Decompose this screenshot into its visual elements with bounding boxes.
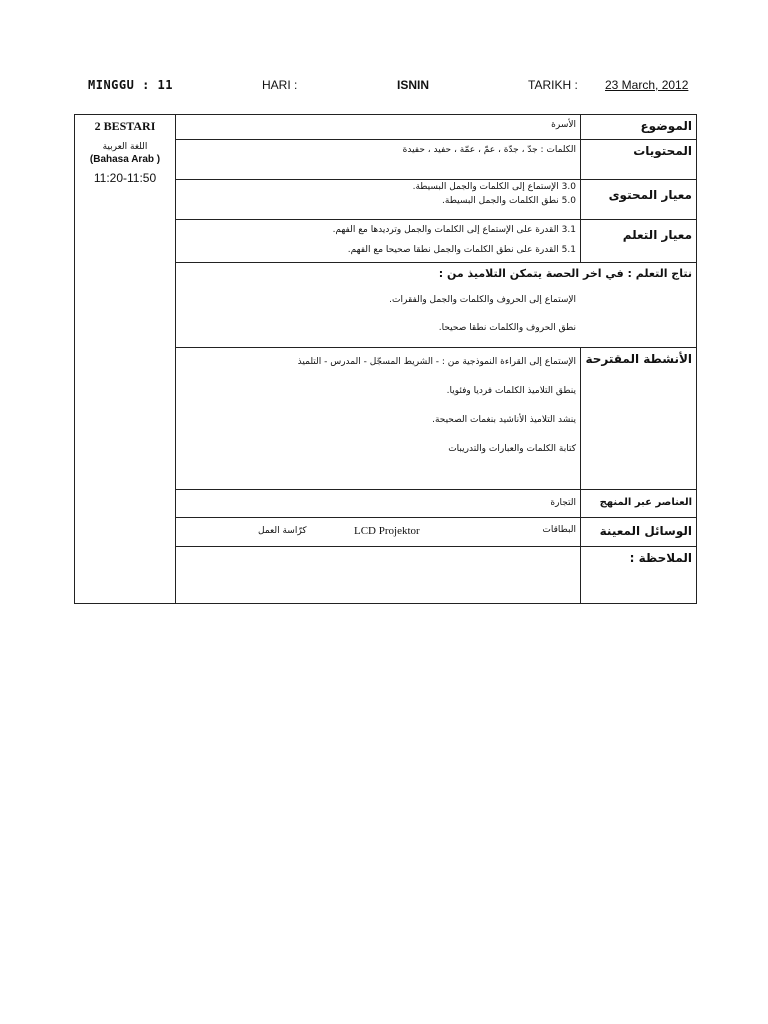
lesson-plan-table <box>74 114 697 604</box>
teaching-aids-label-cell <box>581 518 697 547</box>
contents-label-cell <box>581 140 697 180</box>
day-label: HARI : <box>262 78 298 92</box>
week-label: MINGGU : 11 <box>88 78 173 92</box>
cross-curricular-label-cell <box>581 490 697 518</box>
class-info-cell <box>75 115 176 604</box>
row-topic <box>75 115 697 140</box>
class-name: 2 BESTARI <box>94 119 156 133</box>
topic-cell <box>176 115 581 140</box>
outcome-line: الإستماع إلى الحروف والكلمات والجمل والفقرات. <box>389 295 576 305</box>
activity-line: ينطق التلاميذ الكلمات فرديا وفئويا. <box>446 386 576 396</box>
day-value: ISNIN <box>397 78 430 92</box>
activities-cell <box>176 348 581 490</box>
activities-label-cell <box>581 348 697 490</box>
learning-standard-line: 5.1 القدرة على نطق الكلمات والجمل نطقا صحيحا مع الفهم. <box>347 245 576 255</box>
content-standard-cell <box>176 180 581 220</box>
learning-standard-cell <box>176 220 581 263</box>
contents-text: الكلمات : جدّ ، جدّة ، عمّ ، عمّة ، حفيد ، حفيدة <box>402 145 576 155</box>
activities-label: الأنشطة المقترحة <box>585 352 692 366</box>
topic-text: الأسرة <box>551 120 576 130</box>
cross-curricular-label: العناصر عبر المنهج <box>599 497 692 508</box>
content-standard-line: 3.0 الإستماع إلى الكلمات والجمل البسيطة. <box>412 182 576 192</box>
outcome-line: نطق الحروف والكلمات نطقا صحيحا. <box>438 323 576 333</box>
teaching-aids-cell <box>176 518 581 547</box>
date-label: TARIKH : <box>528 78 578 92</box>
cross-curricular-cell <box>176 490 581 518</box>
notes-label: الملاحظة : <box>629 551 692 565</box>
learning-standard-label-cell <box>581 220 697 263</box>
cross-curricular-text: التجارة <box>550 498 576 508</box>
teaching-aid-item: البطاقات <box>542 525 576 535</box>
date-value: 23 March, 2012 <box>605 78 689 92</box>
outcome-heading: نتاج التعلم : في اخر الحصة يتمكن التلاميذ من : <box>438 267 692 280</box>
learning-standard-line: 3.1 القدرة على الإستماع إلى الكلمات والجمل وترديدها مع الفهم. <box>332 225 576 235</box>
teaching-aids-label: الوسائل المعينة <box>599 524 692 538</box>
activity-line: كتابة الكلمات والعبارات والتدريبات <box>448 444 576 454</box>
content-standard-label-cell <box>581 180 697 220</box>
content-standard-line: 5.0 نطق الكلمات والجمل البسيطة. <box>442 196 576 206</box>
subject-english: (Bahasa Arab ) <box>89 154 161 165</box>
notes-cell <box>176 547 581 604</box>
topic-label: الموضوع <box>640 119 692 133</box>
teaching-aid-item: LCD Projektor <box>354 525 420 537</box>
notes-label-cell <box>581 547 697 604</box>
activity-line: ينشد التلاميذ الأناشيد بنغمات الصحيحة. <box>432 415 576 425</box>
content-standard-label: معيار المحتوى <box>608 188 692 202</box>
teaching-aid-item: كرّاسة العمل <box>258 526 307 536</box>
contents-label: المحتويات <box>633 144 692 158</box>
learning-standard-label: معيار التعلم <box>622 228 692 242</box>
subject-arabic: اللغة العربية <box>102 142 148 152</box>
outcome-cell <box>176 263 697 348</box>
contents-cell <box>176 140 581 180</box>
topic-label-cell <box>581 115 697 140</box>
lesson-time: 11:20-11:50 <box>93 171 157 185</box>
activity-line: الإستماع إلى القراءة النموذجية من : - الشريط المسجّل - المدرس - التلميذ <box>297 357 576 367</box>
